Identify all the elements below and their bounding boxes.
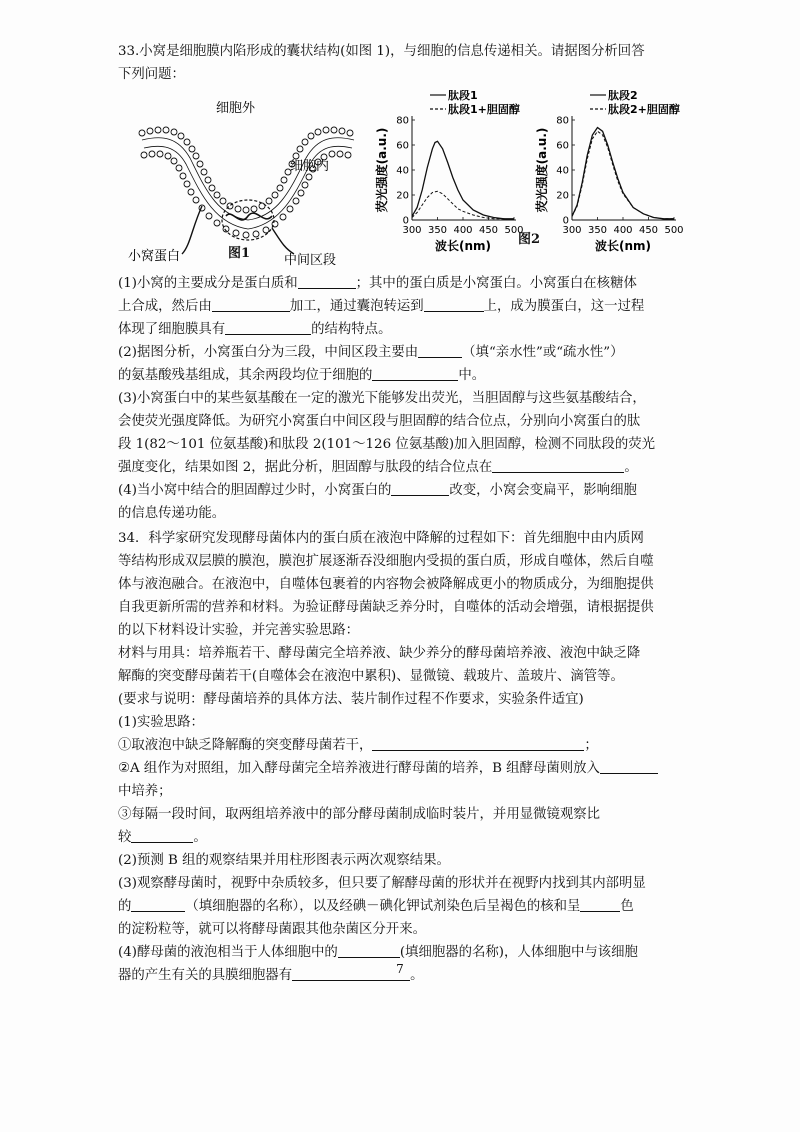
- q33-part4-line2: 的信息传递功能。: [118, 506, 226, 521]
- answer-blank[interactable]: [372, 366, 458, 381]
- answer-blank[interactable]: [391, 481, 449, 496]
- x-tick-label: 400: [453, 225, 473, 236]
- q33-p4-text-a: (4)当小窝中结合的胆固醇过少时，小窝蛋白的: [118, 483, 392, 498]
- x-tick-label: 300: [562, 225, 582, 236]
- q33-p3-text-a: 强度变化，结果如图 2，据此分析，胆固醇与肽段的结合位点在: [118, 460, 493, 475]
- label-middle-segment: 中间区段: [284, 253, 337, 268]
- y-axis-label: 荧光强度(a.u.): [535, 127, 549, 213]
- q34-sub3-line3: 的淀粉粒等，就可以将酵母菌跟其他杂菌区分开来。: [118, 922, 426, 937]
- x-tick-label: 400: [613, 225, 633, 236]
- q34-step2-line2: 中培养；: [118, 784, 172, 799]
- exam-page: [118, 40, 684, 987]
- q34-line1: 34．科学家研究发现酵母菌体内的蛋白质在液泡中降解的过程如下：首先细胞中由内质网: [118, 531, 644, 546]
- answer-blank[interactable]: [492, 458, 624, 473]
- y-axis-label: 荧光强度(a.u.): [375, 127, 389, 213]
- q34-step1-text: ①取液泡中缺乏降解酶的突变酵母菌若干，: [118, 738, 373, 753]
- x-tick-label: 450: [478, 225, 499, 236]
- q33-p2-text-a: (2)据图分析，小窝蛋白分为三段，中间区段主要由: [118, 345, 419, 360]
- q33-p1-text-b: ；其中的蛋白质是小窝蛋白。小窝蛋白在核糖体: [355, 276, 637, 291]
- q33-part1-line1: [118, 272, 680, 295]
- x-tick-label: 450: [638, 225, 659, 236]
- label-outside: 细胞外: [216, 101, 256, 116]
- answer-blank[interactable]: [338, 943, 400, 958]
- q34-requirements: (要求与说明：酵母菌培养的具体方法、装片制作过程不作要求，实验条件适宜): [118, 692, 584, 707]
- caveola-diagram: [122, 88, 372, 268]
- y-tick-label: 80: [556, 115, 569, 127]
- legend-label: 肽段1+胆固醇: [448, 103, 520, 116]
- answer-blank[interactable]: [212, 297, 290, 312]
- q34-sub3-text-a: 的: [118, 899, 132, 914]
- y-tick-label: 40: [396, 165, 409, 177]
- q34-sub4-line1: [118, 941, 680, 964]
- q33-p1-text-c: 上合成，然后由: [118, 299, 212, 314]
- y-tick-label: 60: [396, 140, 409, 152]
- q33-intro-line2: 下列问题：: [118, 67, 185, 82]
- series-line-2: [412, 191, 514, 220]
- q33-part3-line1: (3)小窝蛋白中的某些氨基酸在一定的激光下能够发出荧光，当胆固醇与这些氨基酸结合，: [118, 391, 646, 406]
- q34-step3-text: 较: [118, 830, 132, 845]
- answer-blank[interactable]: [298, 274, 356, 289]
- answer-blank[interactable]: [225, 320, 311, 335]
- answer-blank[interactable]: [600, 759, 658, 774]
- x-tick-label: 350: [427, 225, 448, 236]
- q33-part1-line2: [118, 295, 680, 318]
- figure1-caption: 图1: [228, 246, 251, 261]
- y-tick-label: 0: [562, 215, 569, 227]
- x-axis-label: 波长(nm): [594, 239, 652, 253]
- legend-label: 肽段1: [448, 90, 478, 102]
- q34-sub2: (2)预测 B 组的观察结果并用柱形图表示两次观察结果。: [118, 853, 450, 868]
- y-tick-label: 40: [556, 165, 569, 177]
- q33-part1-line3: [118, 318, 680, 341]
- q33-p2-text-d: 中。: [458, 368, 486, 383]
- q34-line5: 的以下材料设计实验，并完善实验思路：: [118, 623, 360, 638]
- x-axis-label: 波长(nm): [434, 239, 492, 253]
- q33-p1-text-a: (1)小窝的主要成分是蛋白质和: [118, 276, 298, 291]
- q33-p3-text-b: 。: [624, 460, 638, 475]
- q33-p1-text-g: 的结构特点。: [311, 322, 392, 337]
- label-inside: 细胞内: [290, 159, 330, 174]
- series-line-1: [572, 128, 674, 219]
- y-tick-label: 20: [556, 190, 569, 202]
- answer-blank[interactable]: [424, 297, 484, 312]
- answer-blank[interactable]: [418, 343, 462, 358]
- q33-part3-line2: 会使荧光强度降低。为研究小窝蛋白中间区段与胆固醇的结合位点，分别向小窝蛋白的肽: [118, 414, 641, 429]
- series-line-2: [572, 131, 674, 219]
- legend-label: 肽段2+胆固醇: [608, 103, 680, 116]
- q33-p2-text-b: （填“亲水性”或“疏水性”）: [462, 345, 624, 360]
- x-tick-label: 500: [664, 225, 684, 236]
- y-tick-label: 0: [402, 215, 409, 227]
- q34-sub4-text-b: (填细胞器的名称)，人体细胞中与该细胞: [399, 945, 638, 960]
- y-tick-label: 80: [396, 115, 409, 127]
- fluorescence-chart-2: [534, 90, 684, 262]
- q34-sub4-text-a: (4)酵母菌的液泡相当于人体细胞中的: [118, 945, 338, 960]
- page-number: 7: [396, 962, 404, 976]
- q34-step2-text: ②A 组作为对照组，加入酵母菌完全培养液进行酵母菌的培养，B 组酵母菌则放入: [118, 761, 600, 776]
- q33-p1-text-f: 体现了细胞膜具有: [118, 322, 226, 337]
- q34-line4: 自我更新所需的营养和材料。为验证酵母菌缺乏养分时，自噬体的活动会增强，请根据提供: [118, 600, 654, 615]
- q34-sub3-text-b: （填细胞器的名称），以及经碘－碘化钾试剂染色后呈褐色的核和呈: [185, 899, 581, 914]
- q34-sub3-line1: (3)观察酵母菌时，视野中杂质较多，但只要了解酵母菌的形状并在视野内找到其内部明显: [118, 876, 646, 891]
- q34-sub4-text-d: 。: [410, 968, 424, 983]
- q34-sub4-text-c: 器的产生有关的具膜细胞器有: [118, 968, 293, 983]
- q33-part2-line2: [118, 364, 680, 387]
- membrane-bilayer: [139, 127, 356, 238]
- answer-blank[interactable]: [131, 897, 185, 912]
- q34-materials-line2: 解酶的突变酵母菌若干(自噬体会在液泡中累积)、显微镜、载玻片、盖玻片、滴管等。: [118, 669, 624, 684]
- q33-part4-line1: [118, 479, 680, 502]
- x-tick-label: 350: [587, 225, 608, 236]
- y-tick-label: 60: [556, 140, 569, 152]
- q34-sub1-title: (1)实验思路：: [118, 715, 204, 730]
- q34-step1-end: ；: [584, 738, 598, 753]
- legend-label: 肽段2: [608, 90, 638, 102]
- figure-row: [118, 88, 684, 268]
- answer-blank[interactable]: [131, 828, 193, 843]
- q34-line3: 体与液泡融合。在液泡中，自噬体包裹着的内容物会被降解成更小的物质成分，为细胞提供: [118, 577, 654, 592]
- q33-part2-line1: [118, 341, 680, 364]
- q34-step3-line2: [118, 826, 680, 849]
- q34-step3-end: 。: [193, 830, 207, 845]
- q33-intro-line1: 33.小窝是细胞膜内陷形成的囊状结构(如图 1)，与细胞的信息传递相关。请据图分析回答: [118, 44, 645, 59]
- q33-part3-line3: 段 1(82～101 位氨基酸)和肽段 2(101～126 位氨基酸)加入胆固醇，检测不同肽段的荧光: [118, 437, 656, 452]
- answer-blank[interactable]: [372, 736, 584, 751]
- figure2-caption: 图2: [518, 232, 541, 247]
- q34-line2: 等结构形成双层膜的膜泡，膜泡扩展逐渐吞没细胞内受损的蛋白质，形成自噬体，然后自噬: [118, 554, 654, 569]
- q34-step1: [118, 734, 680, 757]
- q33-p1-text-d: 加工，通过囊泡转运到: [289, 299, 424, 314]
- y-tick-label: 20: [396, 190, 409, 202]
- q33-p2-text-c: 的氨基酸残基组成，其余两段均位于细胞的: [118, 368, 373, 383]
- fluorescence-chart-1: [374, 90, 524, 262]
- q33-p1-text-e: 上，成为膜蛋白，这一过程: [483, 299, 645, 314]
- series-line-1: [412, 141, 514, 219]
- q34-materials-line1: 材料与用具：培养瓶若干、酵母菌完全培养液、缺少养分的酵母菌培养液、液泡中缺乏降: [118, 646, 641, 661]
- q34-sub3-line2: [118, 895, 680, 918]
- q34-step3-line1: ③每隔一段时间，取两组培养液中的部分酵母菌制成临时装片，并用显微镜观察比: [118, 807, 601, 822]
- q34-step2-line1: [118, 757, 680, 780]
- x-tick-label: 500: [504, 225, 524, 236]
- q33-p4-text-b: 改变，小窝会变扁平，影响细胞: [449, 483, 637, 498]
- q33-part3-line4: [118, 456, 680, 479]
- x-tick-label: 300: [402, 225, 422, 236]
- q34-sub3-text-c: 色: [620, 899, 634, 914]
- label-caveolin: 小窝蛋白: [128, 249, 181, 264]
- answer-blank[interactable]: [580, 897, 620, 912]
